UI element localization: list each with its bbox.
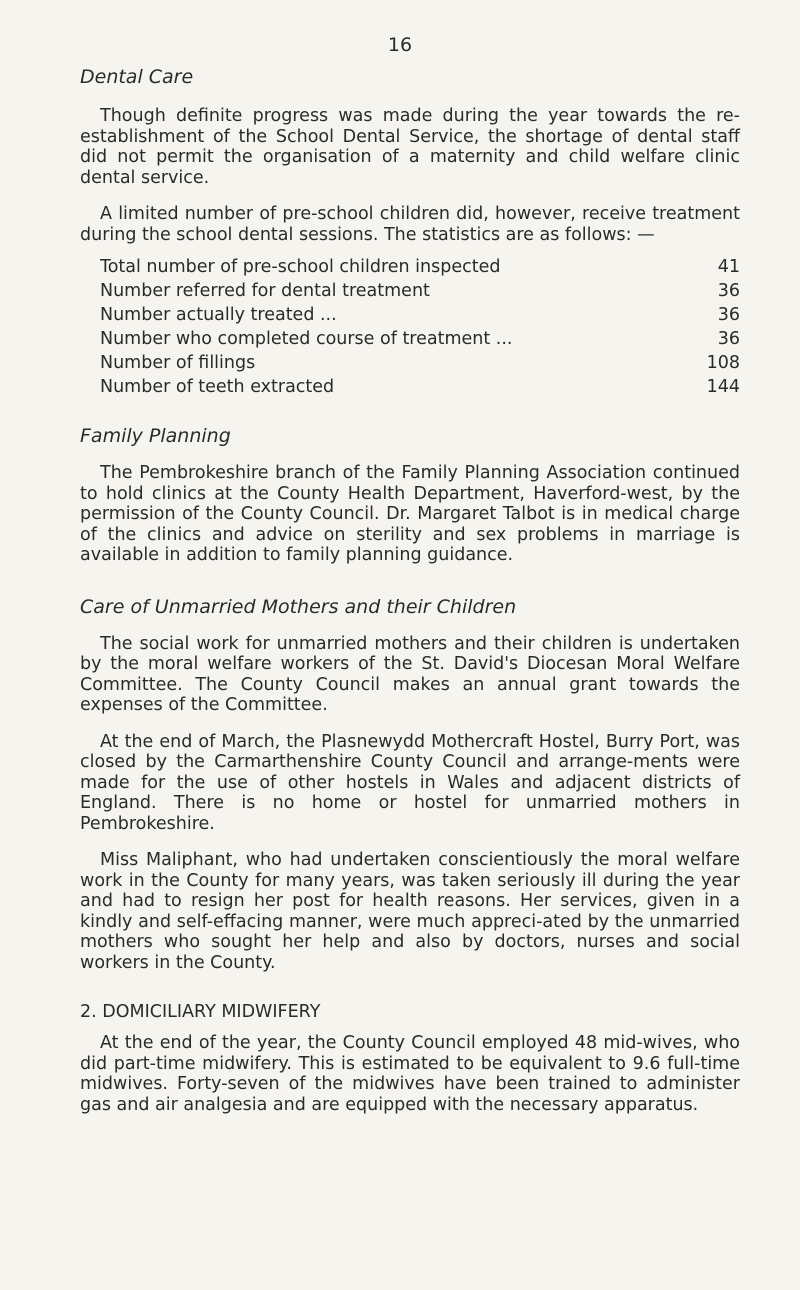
stat-value: 144: [706, 377, 740, 397]
stat-label: Number referred for dental treatment: [100, 281, 430, 301]
stat-label: Number who completed course of treatment ...: [100, 329, 513, 349]
page-number: 16: [387, 34, 413, 56]
stat-row: [100, 303, 740, 327]
dental-care-heading: Dental Care: [80, 66, 194, 88]
stat-value: 36: [717, 281, 740, 301]
document-body: [80, 64, 740, 1115]
stat-row: [100, 255, 740, 279]
stat-row: [100, 375, 740, 399]
family-planning-heading: Family Planning: [80, 425, 231, 447]
stat-value: 36: [717, 305, 740, 325]
unmarried-mothers-heading: Care of Unmarried Mothers and their Children: [80, 595, 517, 618]
unmarried-mothers-paragraph-3: Miss Maliphant, who had undertaken conscientiously the moral welfare work in the County for many years, was taken seriously ill during the year and had to resign her post for health reasons. Her services, given in a kindly and self-effacing manner, were much appreci-ated by the unmarried mothers who sought her help and also by doctors, nurses and social workers in the County.: [80, 850, 740, 973]
domiciliary-midwifery-paragraph: At the end of the year, the County Council employed 48 mid-wives, who did part-time midwifery. This is estimated to be equivalent to 9.6 full-time midwives. Forty-seven of the midwives have been trained to administer gas and air analgesia and are equipped with the necessary apparatus.: [80, 1033, 740, 1115]
stat-row: [100, 351, 740, 375]
stat-label: Number actually treated ...: [100, 305, 337, 325]
stat-label: Number of fillings: [100, 353, 256, 373]
stat-value: 41: [717, 257, 740, 277]
stat-label: Total number of pre-school children inspected: [100, 257, 501, 277]
stat-value: 36: [717, 329, 740, 349]
stat-row: [100, 327, 740, 351]
dental-care-paragraph-2: A limited number of pre-school children did, however, receive treatment during the school dental sessions. The statistics are as follows: —: [80, 204, 740, 245]
stat-value: 108: [706, 353, 740, 373]
dental-statistics-list: [80, 255, 740, 399]
stat-row: [100, 279, 740, 303]
domiciliary-midwifery-heading: 2. DOMICILIARY MIDWIFERY: [80, 1002, 321, 1022]
stat-label: Number of teeth extracted: [100, 377, 335, 397]
dental-care-paragraph-1: Though definite progress was made during the year towards the re-establishment of the School Dental Service, the shortage of dental staff did not permit the organisation of a maternity and child welfare clinic dental service.: [80, 106, 740, 188]
unmarried-mothers-paragraph-1: The social work for unmarried mothers and their children is undertaken by the moral welfare workers of the St. David's Diocesan Moral Welfare Committee. The County Council makes an annual grant towards the expenses of the Committee.: [80, 633, 740, 715]
unmarried-mothers-paragraph-2: At the end of March, the Plasnewydd Mothercraft Hostel, Burry Port, was closed by the Carmarthenshire County Council and arrange-ments were made for the use of other hostels in Wales and adjacent districts of England. There is no home or hostel for unmarried mothers in Pembrokeshire.: [80, 731, 740, 834]
family-planning-paragraph: The Pembrokeshire branch of the Family Planning Association continued to hold clinics at the County Health Department, Haverford-west, by the permission of the County Council. Dr. Margaret Talbot is in medical charge of the clinics and advice on sterility and sex problems in marriage is available in addition to family planning guidance.: [80, 463, 740, 565]
